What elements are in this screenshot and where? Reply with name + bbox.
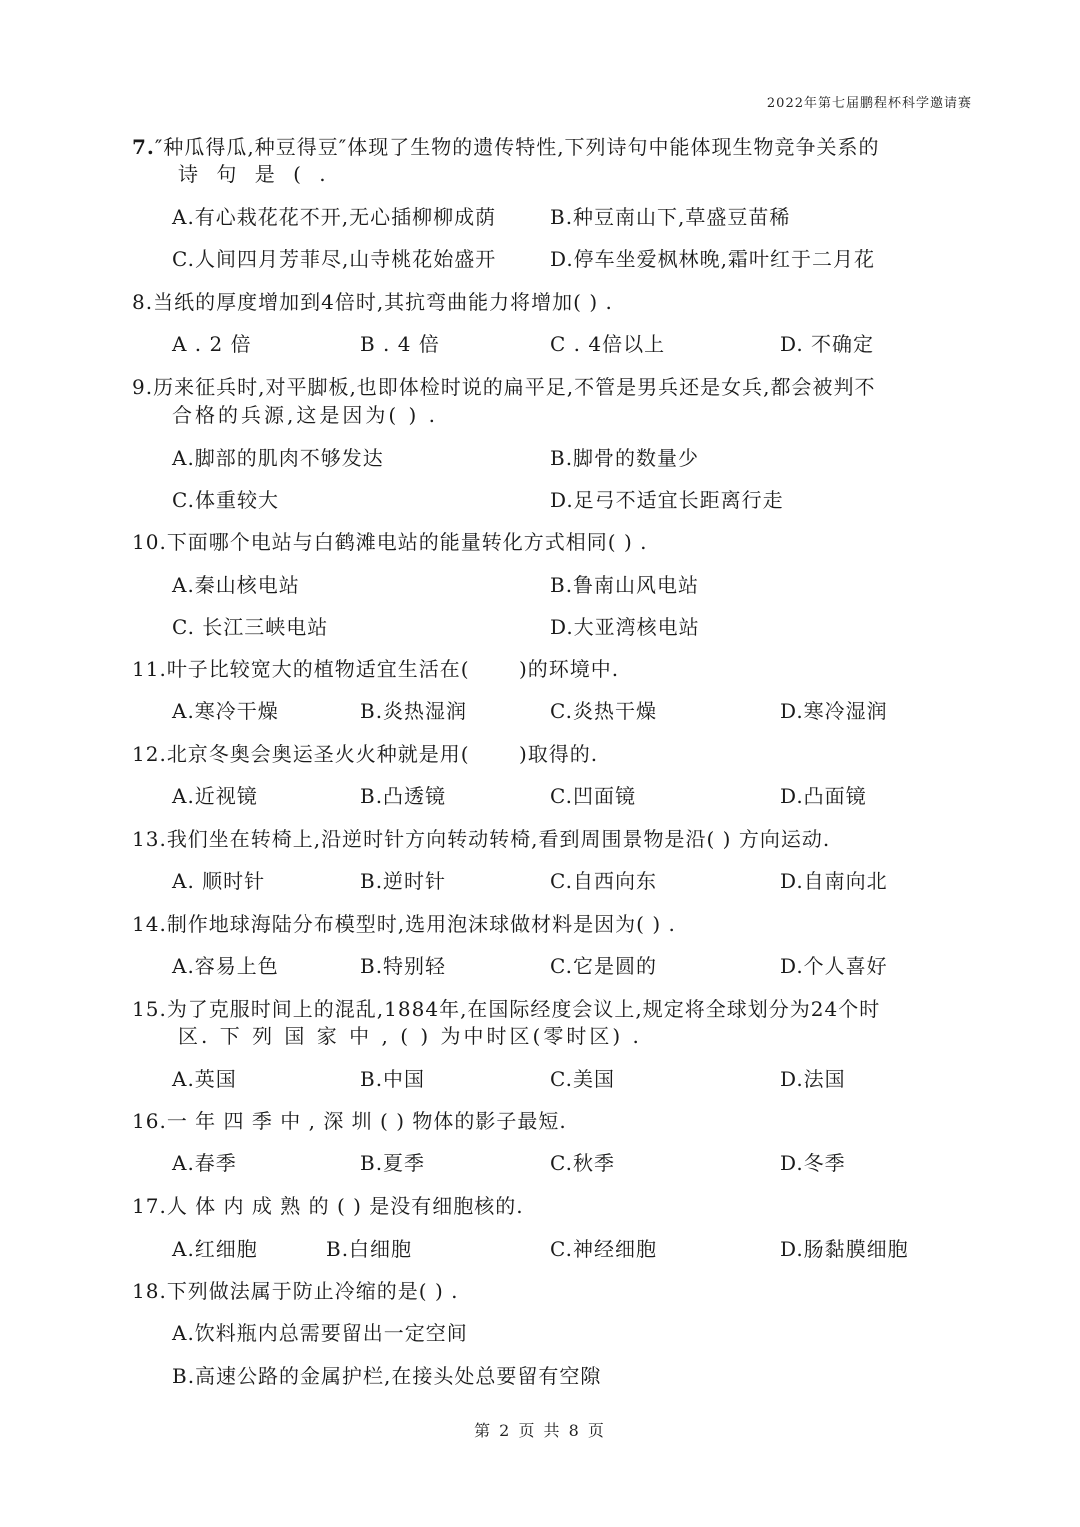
option-a: A.秦山核电站: [172, 573, 300, 597]
question-stem: 一 年 四 季 中 , 深 圳 ( ) 物体的影子最短.: [166, 1109, 567, 1133]
option-b: B.白细胞: [326, 1237, 413, 1261]
option-c: C.它是圆的: [550, 954, 657, 978]
question-15: [132, 995, 880, 1023]
question-stem: 下列做法属于防止冷缩的是( ) .: [166, 1279, 459, 1303]
option-a: A.红细胞: [172, 1237, 258, 1261]
option-a: A.容易上色: [172, 954, 279, 978]
option-b: B.逆时针: [360, 869, 447, 893]
option-d: D.自南向北: [780, 869, 888, 893]
option-b: B.特别轻: [360, 954, 447, 978]
option-c: C.自西向东: [550, 869, 657, 893]
question-14: [132, 910, 676, 938]
option-c: C.人间四月芳菲尽,山寺桃花始盛开: [172, 247, 497, 271]
option-b: B.炎热湿润: [360, 699, 468, 723]
question-stem: 为了克服时间上的混乱,1884年,在国际经度会议上,规定将全球划分为24个时: [166, 997, 881, 1021]
option-a: A. 顺时针: [172, 869, 266, 893]
option-b: B.中国: [360, 1067, 426, 1091]
question-number: 13.: [132, 827, 167, 851]
option-d: D.足弓不适宜长距离行走: [550, 488, 784, 512]
question-number: 16.: [132, 1109, 167, 1133]
option-d: D.法国: [780, 1067, 846, 1091]
question-7: [132, 133, 880, 161]
question-number: 10.: [132, 530, 167, 554]
question-number: 17.: [132, 1194, 167, 1218]
question-12: [132, 740, 598, 768]
option-d: D.冬季: [780, 1151, 846, 1175]
option-a: A . 2 倍: [172, 332, 252, 356]
option-b: B.高速公路的金属护栏,在接头处总要留有空隙: [172, 1364, 602, 1388]
option-d: D.个人喜好: [780, 954, 888, 978]
option-b: B.夏季: [360, 1151, 426, 1175]
option-a: A.近视镜: [172, 784, 258, 808]
question-11: [132, 655, 619, 683]
option-d: D.肠黏膜细胞: [780, 1237, 909, 1261]
question-stem: 当纸的厚度增加到4倍时,其抗弯曲能力将增加( ) .: [153, 290, 613, 314]
question-number: 15.: [132, 997, 167, 1021]
option-c: C . 4倍以上: [550, 332, 666, 356]
question-16: [132, 1107, 567, 1135]
option-c: C.体重较大: [172, 488, 279, 512]
option-b: B.鲁南山风电站: [550, 573, 700, 597]
question-stem: 制作地球海陆分布模型时,选用泡沫球做材料是因为( ) .: [166, 912, 676, 936]
option-a: A.英国: [172, 1067, 237, 1091]
question-stem: 历来征兵时,对平脚板,也即体检时说的扁平足,不管是男兵还是女兵,都会被判不: [153, 375, 876, 399]
option-c: C.炎热干燥: [550, 699, 657, 723]
question-stem: ″种瓜得瓜,种豆得豆″体现了生物的遗传特性,下列诗句中能体现生物竞争关系的: [154, 135, 880, 159]
exam-header: 2022年第七届鹏程杯科学邀请赛: [766, 96, 972, 111]
option-b: B.脚骨的数量少: [550, 446, 700, 470]
question-18: [132, 1277, 459, 1305]
question-number: 14.: [132, 912, 167, 936]
page-number: 第 2 页 共 8 页: [474, 1421, 606, 1440]
question-8: [132, 288, 613, 316]
question-10: [132, 528, 648, 556]
question-9: [132, 373, 876, 401]
option-d: D.停车坐爱枫林晚,霜叶红于二月花: [550, 247, 876, 271]
option-b: B . 4 倍: [360, 332, 440, 356]
option-c: C.凹面镜: [550, 784, 636, 808]
question-number: 7.: [132, 135, 155, 159]
option-d: D. 不确定: [780, 332, 875, 356]
option-d: D.凸面镜: [780, 784, 867, 808]
option-a: A.脚部的肌肉不够发达: [172, 446, 384, 470]
question-stem-continued: 诗 句 是 ( .: [178, 162, 332, 186]
question-stem: 我们坐在转椅上,沿逆时针方向转动转椅,看到周围景物是沿( ) 方向运动.: [166, 827, 831, 851]
option-b: B.凸透镜: [360, 784, 447, 808]
question-stem-continued: 区. 下 列 国 家 中 , ( ) 为中时区(零时区) .: [178, 1024, 642, 1048]
question-stem: 叶子比较宽大的植物适宜生活在( )的环境中.: [166, 657, 620, 681]
question-stem: 北京冬奥会奥运圣火火种就是用( )取得的.: [166, 742, 599, 766]
option-a: A.饮料瓶内总需要留出一定空间: [172, 1321, 468, 1345]
question-number: 12.: [132, 742, 167, 766]
option-a: A.寒冷干燥: [172, 699, 279, 723]
option-b: B.种豆南山下,草盛豆苗稀: [550, 205, 791, 229]
option-d: D.寒冷湿润: [780, 699, 888, 723]
question-number: 8.: [132, 290, 154, 314]
option-a: A.有心栽花花不开,无心插柳柳成荫: [172, 205, 497, 229]
option-d: D.大亚湾核电站: [550, 615, 700, 639]
question-17: [132, 1192, 524, 1220]
option-c: C.神经细胞: [550, 1237, 657, 1261]
option-a: A.春季: [172, 1151, 237, 1175]
option-c: C.秋季: [550, 1151, 615, 1175]
question-stem-continued: 合格的兵源,这是因为( ) .: [172, 403, 439, 427]
question-13: [132, 825, 830, 853]
question-number: 9.: [132, 375, 154, 399]
option-c: C.美国: [550, 1067, 615, 1091]
question-stem: 下面哪个电站与白鹤滩电站的能量转化方式相同( ) .: [166, 530, 648, 554]
question-stem: 人 体 内 成 熟 的 ( ) 是没有细胞核的.: [166, 1194, 524, 1218]
option-c: C. 长江三峡电站: [172, 615, 329, 639]
question-number: 11.: [132, 657, 167, 681]
question-number: 18.: [132, 1279, 167, 1303]
